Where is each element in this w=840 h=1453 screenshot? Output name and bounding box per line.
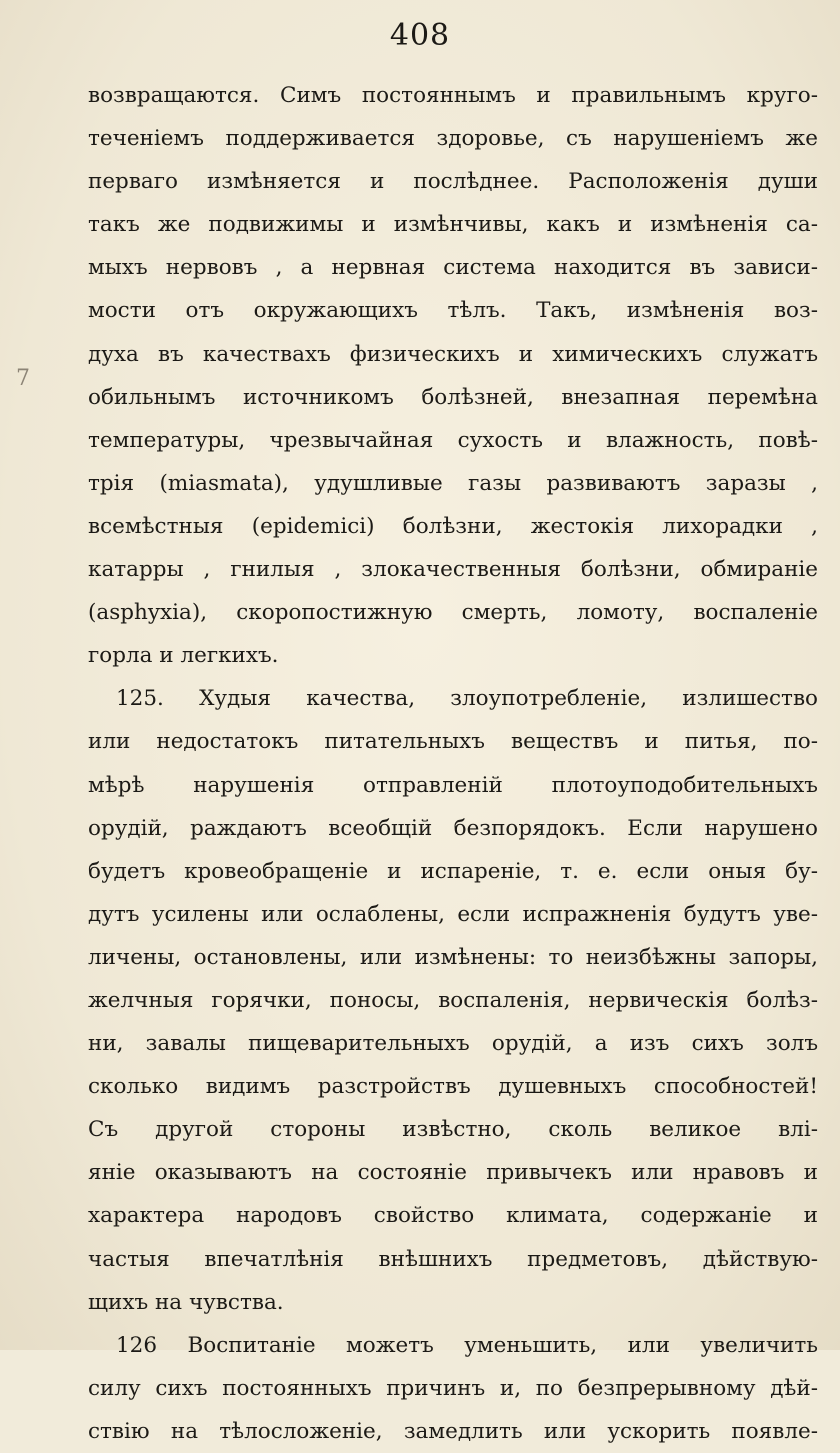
- page-number: 408: [389, 18, 451, 53]
- text-line: трія (miasmata), удушливые газы развиваютъ заразы ,: [88, 470, 818, 496]
- text-line: ствію на тѣлосложеніе, замедлить или ускорить появле-: [88, 1418, 818, 1444]
- paragraph-first-line: 126 Воспитаніе можетъ уменьшить, или увеличить: [116, 1332, 818, 1358]
- text-line: горла и легкихъ.: [88, 643, 279, 669]
- text-line: яніе оказываютъ на состояніе привычекъ или нравовъ и: [88, 1160, 818, 1186]
- text-line: характера народовъ свойство климата, содержаніе и: [88, 1203, 818, 1229]
- text-line: перваго измѣняется и послѣднее. Расположенія души: [88, 169, 818, 195]
- paragraph-first-line: 125. Худыя качества, злоупотребленіе, излишество: [116, 686, 818, 712]
- margin-mark: 7: [16, 366, 30, 391]
- text-line: дутъ усилены или ослаблены, если испражненія будутъ уве-: [88, 901, 818, 927]
- text-line: катарры , гнилыя , злокачественныя болѣзни, обмираніе: [88, 557, 818, 583]
- text-line: мѣрѣ нарушенія отправленій плотоуподобительныхъ: [88, 772, 818, 798]
- text-line: мыхъ нервовъ , а нервная система находится въ зависи-: [88, 255, 818, 281]
- paragraph-continuation: [88, 74, 818, 677]
- paragraph-126: [88, 1324, 818, 1453]
- body-text: [88, 74, 818, 1453]
- text-line: щихъ на чувства.: [88, 1289, 284, 1315]
- text-line: сколько видимъ разстройствъ душевныхъ способностей!: [88, 1074, 818, 1100]
- text-line: (asphyxia), скоропостижную смерть, ломоту, воспаленіе: [88, 600, 818, 626]
- text-line: желчныя горячки, поносы, воспаленія, нервическія болѣз-: [88, 987, 818, 1013]
- text-line: или недостатокъ питательныхъ веществъ и питья, по-: [88, 729, 818, 755]
- text-line: личены, остановлены, или измѣнены: то неизбѣжны запоры,: [88, 944, 818, 970]
- text-line: силу сихъ постоянныхъ причинъ и, по безпрерывному дѣй-: [88, 1375, 818, 1401]
- text-line: будетъ кровеобращеніе и испареніе, т. е. если оныя бу-: [88, 858, 818, 884]
- text-line: возвращаются. Симъ постояннымъ и правильнымъ круго-: [88, 83, 818, 108]
- text-line: температуры, чрезвычайная сухость и влажность, повѣ-: [88, 427, 818, 453]
- text-line: всемѣстныя (epidemici) болѣзни, жестокія лихорадки ,: [88, 513, 818, 539]
- text-line: орудій, раждаютъ всеобщій безпорядокъ. Если нарушено: [88, 815, 818, 841]
- text-line: теченіемъ поддерживается здоровье, съ нарушеніемъ же: [88, 126, 818, 152]
- text-line: мости отъ окружающихъ тѣлъ. Такъ, измѣненія воз-: [88, 298, 818, 324]
- text-line: духа въ качествахъ физическихъ и химическихъ служатъ: [88, 341, 818, 367]
- text-line: ни, завалы пищеварительныхъ орудій, а изъ сихъ золъ: [88, 1031, 818, 1057]
- text-line: частыя впечатлѣнія внѣшнихъ предметовъ, дѣйствую-: [88, 1246, 818, 1272]
- text-line: Съ другой стороны извѣстно, сколь великое влі-: [88, 1117, 818, 1143]
- text-line: обильнымъ источникомъ болѣзней, внезапная перемѣна: [88, 384, 818, 410]
- paragraph-125: [88, 677, 818, 1323]
- text-line: такъ же подвижимы и измѣнчивы, какъ и измѣненія са-: [88, 212, 818, 238]
